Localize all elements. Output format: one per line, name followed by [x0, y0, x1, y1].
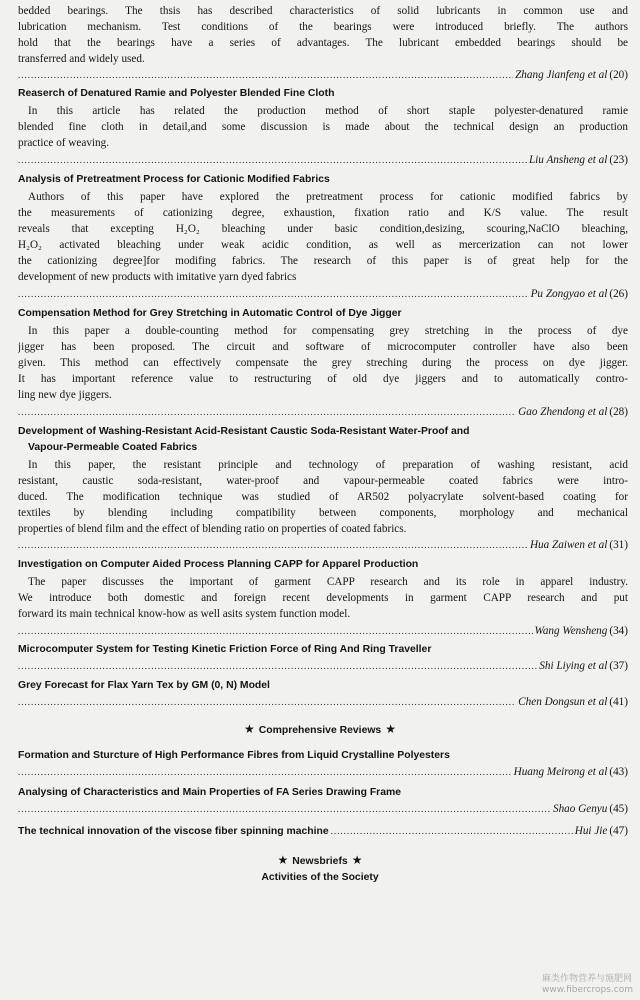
author: Liu Ansheng et al	[528, 154, 608, 166]
author: Hua Zaiwen et al	[529, 539, 608, 551]
abstract-line: Authors of this paper have explored the pretreatment process for cationic modified fabrics by	[28, 191, 628, 203]
review-title: The technical innovation of the viscose fiber spinning machine	[18, 826, 329, 837]
abstract-line: The paper discusses the important of garment CAPP research and its role in apparel industry.	[28, 576, 628, 588]
review-title: Analysing of Characteristics and Main Properties of FA Series Drawing Frame	[18, 787, 402, 798]
abstract-line: textiles by blending including compatibility between components, morphology and mechanical	[18, 507, 628, 519]
intro-line-1: bedded bearings. The thsis has described characteristics of solid lubricants in common use and	[18, 5, 628, 17]
watermark	[542, 974, 632, 996]
section-heading-text: Newsbriefs	[292, 856, 348, 867]
page-number: (43)	[609, 766, 628, 778]
leader-dots	[18, 801, 551, 817]
star-icon: ★	[351, 853, 363, 867]
citation	[18, 286, 628, 302]
abstract-line: ling new dye jiggers.	[18, 389, 112, 401]
article-title: Microcomputer System for Testing Kinetic Friction Force of Ring And Ring Traveller	[18, 644, 432, 655]
section-heading-newsbriefs	[0, 852, 640, 870]
section-heading-text: Comprehensive Reviews	[258, 725, 382, 736]
abstract-line: We introduce both domestic and foreign recent developments in garment CAPP research and put	[18, 592, 628, 604]
intro-line-4: transferred and widely used.	[18, 53, 145, 65]
abstract-line: It has important reference value to restructuring of old dye jiggers and to automatically contro-	[18, 373, 628, 385]
leader-dots	[18, 404, 516, 420]
article-title: Reaserch of Denatured Ramie and Polyester Blended Fine Cloth	[18, 88, 335, 99]
article-title: Compensation Method for Grey Stretching in Automatic Control of Dye Jigger	[18, 308, 402, 319]
abstract-line: properties of blend film and the effect of blending ratio on properties of coated fabrics.	[18, 523, 407, 535]
article-title: Development of Washing-Resistant Acid-Resistant Caustic Soda-Resistant Water-Proof and	[18, 426, 470, 437]
abstract-line: In this article has related the production method of short staple polyester-denatured ramie	[28, 105, 628, 117]
abstract-line: practice of weaving.	[18, 137, 110, 149]
leader-dots	[18, 658, 537, 674]
author: Shi Liying et al	[539, 660, 608, 672]
author: Shao Genyu	[552, 803, 608, 815]
page-number: (28)	[609, 406, 628, 418]
abstract-line: resistant, caustic soda-resistant, water-proof and vapour-permeable coated fabrics were intro-	[18, 475, 628, 487]
citation	[18, 801, 628, 817]
review-title: Formation and Sturcture of High Performance Fibres from Liquid Crystalline Polyesters	[18, 750, 450, 761]
page-number: (20)	[609, 69, 628, 81]
intro-line-3: hold that the bearings have a series of advantages. The lubricant embedded bearings should be	[18, 37, 628, 49]
abstract-line: blended fine cloth in detail,and some discussion is made about the technical design an production	[18, 121, 628, 133]
star-icon: ★	[385, 722, 396, 736]
abstract-line: duced. The modification technique was studied of AR502 polyacrylate solvent-based coating for	[18, 491, 628, 503]
leader-dots	[18, 67, 513, 83]
section-heading-society: Activities of the Society	[261, 872, 379, 883]
abstract-line: reveals that excepting H₂O₂ bleaching under basic condition,desizing, scouring,NaClO bleaching,	[18, 223, 628, 235]
page-number: (37)	[609, 660, 628, 672]
page-number: (47)	[609, 825, 628, 837]
star-icon: ★	[277, 853, 289, 867]
abstract-line: In this paper, the resistant principle and technology of preparation of washing resistant, acid	[28, 459, 628, 471]
leader-dots	[18, 286, 529, 302]
star-icon: ★	[244, 722, 255, 736]
author: Zhang Jianfeng et al	[515, 69, 608, 81]
abstract-line: the cationizing degree]for modifing fabrics. The research of this paper is of great help for the	[18, 255, 628, 267]
intro-citation	[18, 67, 628, 83]
leader-dots	[18, 152, 527, 168]
section-heading-reviews	[0, 721, 640, 739]
intro-reference	[18, 51, 628, 67]
citation	[18, 152, 628, 168]
watermark-line: 麻类作物营养与施肥网	[542, 974, 633, 984]
page-number: (26)	[609, 288, 628, 300]
author: Wang Wensheng	[534, 625, 608, 637]
abstract-line: In this paper a double-counting method for compensating grey stretching in the process of dye	[28, 325, 628, 337]
author: Chen Dongsun et al	[518, 696, 608, 708]
author: Huang Meirong et al	[513, 766, 608, 778]
citation	[18, 404, 628, 420]
citation	[18, 537, 628, 553]
page-number: (31)	[609, 539, 628, 551]
abstract-line: given. This method can effectively compensate the grey streching during the process on dye jigger.	[18, 357, 628, 369]
page-number: (41)	[609, 696, 628, 708]
abstract-line: H₂O₂ activated bleaching under weak acidic condition, as well as mercerization can not lower	[18, 239, 628, 251]
page-number: (34)	[609, 625, 628, 637]
intro-line-2: lubrication mechanism. Test conditions of the bearings were introduced briefly. The authors	[18, 21, 628, 33]
article-title: Grey Forecast for Flax Yarn Tex by GM (0, N) Model	[18, 680, 270, 691]
page-number: (45)	[609, 803, 628, 815]
article-title: Investigation on Computer Aided Process Planning CAPP for Apparel Production	[18, 559, 419, 570]
leader-dots	[18, 537, 528, 553]
watermark-line: www.fibercrops.com	[542, 985, 633, 995]
author: Hui Jie	[574, 825, 608, 837]
abstract-line: jigger has been proposed. The circuit and software of microcomputer controller have also been	[18, 341, 628, 353]
abstract-line: the measurements of cationizing degree, exhaustion, fixation ratio and K/S value. The result	[18, 207, 628, 219]
citation	[18, 823, 628, 840]
author: Pu Zongyao et al	[530, 288, 608, 300]
page-number: (23)	[609, 154, 628, 166]
author: Gao Zhendong et al	[518, 406, 608, 418]
leader-dots	[18, 764, 512, 780]
abstract-line: development of new products with imitative yarn dyed fabrics	[18, 271, 297, 283]
leader-dots	[18, 623, 533, 639]
citation	[18, 658, 628, 674]
citation	[18, 623, 628, 639]
article-title: Analysis of Pretreatment Process for Cationic Modified Fabrics	[18, 174, 330, 185]
leader-dots	[331, 823, 573, 839]
citation	[18, 764, 628, 780]
leader-dots	[18, 694, 516, 710]
citation	[18, 694, 628, 710]
abstract-line: forward its main technical know-how as well asits system function model.	[18, 608, 351, 620]
article-title-cont: Vapour-Permeable Coated Fabrics	[28, 442, 198, 453]
